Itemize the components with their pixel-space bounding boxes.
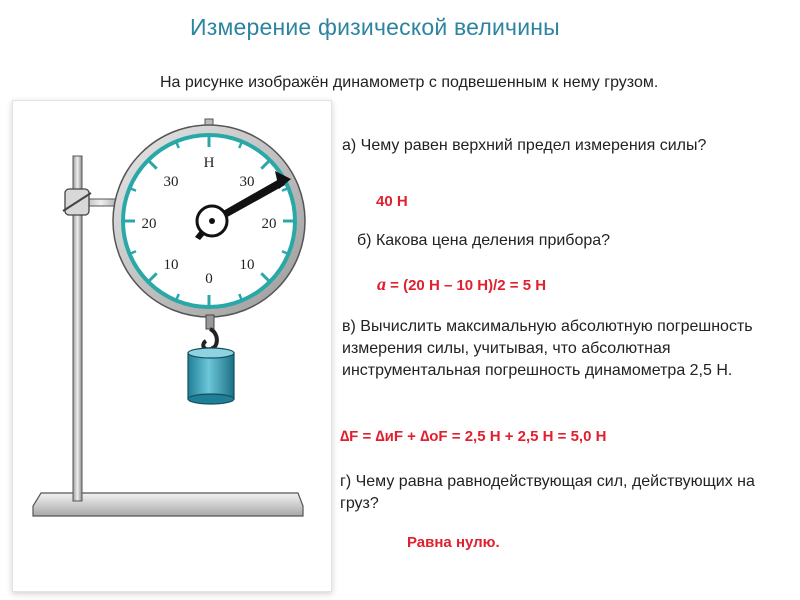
dial	[113, 125, 305, 317]
dial-label-left-10: 10	[163, 257, 179, 273]
subtitle: На рисунке изображён динамометр с подвешенным к нему грузом.	[160, 74, 659, 91]
dial-label-left-30: 30	[163, 174, 179, 190]
stand-clamp	[63, 189, 91, 215]
question-c: в) Вычислить максимальную абсолютную погрешность измерения силы, учитывая, что абсолютная инструментальная погрешность динамометра 2,5 Н.	[342, 318, 753, 379]
dial-label-right-10: 10	[239, 257, 255, 273]
weight-cylinder	[188, 348, 234, 404]
answer-b-text: = (20 Н – 10 Н)/2 = 5 Н	[386, 277, 547, 294]
answer-b-symbol: a	[377, 274, 386, 294]
answer-b	[377, 274, 546, 295]
question-d: г) Чему равна равнодействующая сил, действующих на груз?	[340, 473, 755, 512]
question-a: а) Чему равен верхний предел измерения силы?	[342, 137, 707, 154]
question-b: б) Какова цена деления прибора?	[357, 232, 611, 249]
dynamometer-figure	[12, 100, 332, 592]
dynamometer-illustration	[13, 101, 331, 591]
dial-label-zero: 0	[205, 271, 213, 287]
page-title: Измерение физической величины	[190, 14, 560, 40]
dial-label-right-30: 30	[239, 174, 255, 190]
dial-label-left-20: 20	[141, 216, 157, 232]
dial-label-right-20: 20	[261, 216, 277, 232]
answer-a: 40 Н	[376, 193, 408, 210]
dial-unit-label: Н	[203, 155, 215, 171]
answer-d: Равна нулю.	[407, 534, 500, 551]
answer-c: ∆F = ∆иF + ∆оF = 2,5 Н + 2,5 Н = 5,0 Н	[340, 428, 607, 445]
